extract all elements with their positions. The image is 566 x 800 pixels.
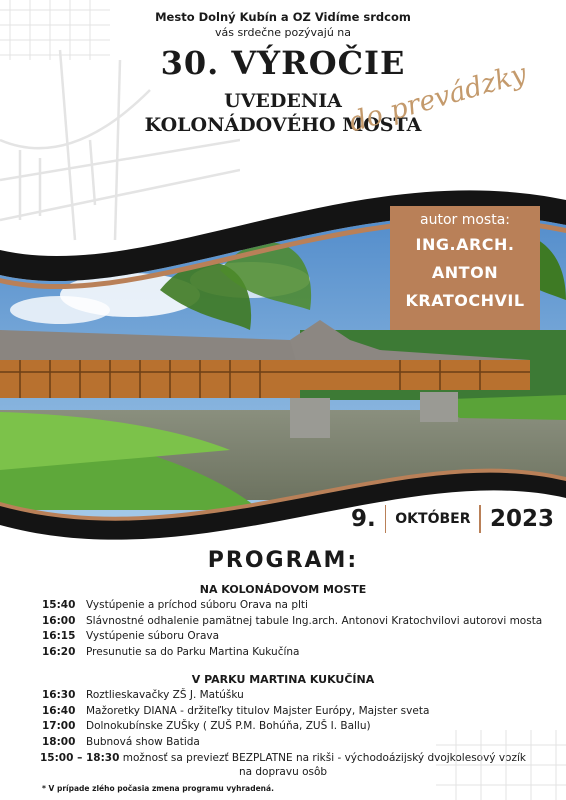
program-item xyxy=(42,629,562,645)
author-name-line-1: ING.ARCH. xyxy=(415,235,515,254)
item-text: Slávnostné odhalenie pamätnej tabule Ing.arch. Antonovi Kratochvilovi autorovi mosta xyxy=(86,614,543,627)
decorative-grid-bottom-right xyxy=(436,730,566,800)
item-text: Roztlieskavačky ZŠ J. Matúšku xyxy=(86,689,244,701)
item-time: 16:15 xyxy=(42,630,76,642)
program-item xyxy=(42,645,562,661)
item-text: Dolnokubínske ZUŠky ( ZUŠ P.M. Bohúňa, ZUŠ I. Ballu) xyxy=(86,720,371,732)
date-month: OKTÓBER xyxy=(395,511,471,527)
item-time: 15:40 xyxy=(42,599,76,611)
author-label: autor mosta: xyxy=(420,212,510,228)
author-box xyxy=(390,206,540,330)
item-time: 18:00 xyxy=(42,735,76,748)
section-heading-park: V PARKU MARTINA KUKUČÍNA xyxy=(191,673,375,686)
program-item xyxy=(42,598,562,614)
section-heading-bridge: NA KOLONÁDOVOM MOSTE xyxy=(199,583,367,596)
note-time: 15:00 – 18:30 xyxy=(40,752,120,764)
item-text: Mažoretky DIANA - držiteľky titulov Majster Európy, Majster sveta xyxy=(86,704,430,717)
invite-text: vás srdečne pozývajú na xyxy=(214,26,352,39)
item-text: Vystúpenie súboru Orava xyxy=(86,630,220,642)
item-text: Bubnová show Batida xyxy=(86,735,200,748)
program-item xyxy=(42,704,562,720)
organizer-text: Mesto Dolný Kubín a OZ Vidíme srdcom xyxy=(155,10,411,24)
program-item xyxy=(42,688,562,704)
title-line-3: KOLONÁDOVÉHO MOSTA xyxy=(144,114,422,136)
program-item xyxy=(42,614,562,630)
item-text: Presunutie sa do Parku Martina Kukučína xyxy=(86,645,300,658)
program-title: PROGRAM: xyxy=(207,548,359,573)
date-separator xyxy=(385,505,387,533)
section-items-bridge xyxy=(42,598,562,660)
author-name-line-2: ANTON xyxy=(431,263,499,282)
note-text-line-2: na dopravu osôb xyxy=(238,766,328,778)
title-line-2: UVEDENIA xyxy=(224,90,342,112)
author-name-line-3: KRATOCHVIL xyxy=(405,291,525,310)
weather-footnote: * V prípade zlého počasia zmena programu vyhradená. xyxy=(42,784,274,793)
item-time: 16:40 xyxy=(42,704,76,717)
item-time: 16:30 xyxy=(42,689,76,701)
event-date xyxy=(351,505,554,533)
date-year: 2023 xyxy=(489,506,554,532)
item-time: 17:00 xyxy=(42,720,76,732)
script-subtitle: do prevádzky xyxy=(345,58,530,139)
date-day: 9. xyxy=(351,506,376,532)
date-separator xyxy=(479,505,481,533)
item-text: Vystúpenie a príchod súboru Orava na plti xyxy=(86,599,308,611)
item-time: 16:20 xyxy=(42,645,76,658)
note-text: možnosť sa previezť BEZPLATNE na rikši - východoázijský dvojkolesový vozík xyxy=(122,752,526,764)
item-time: 16:00 xyxy=(42,614,76,627)
title-line-1: 30. VÝROČIE xyxy=(160,44,406,82)
